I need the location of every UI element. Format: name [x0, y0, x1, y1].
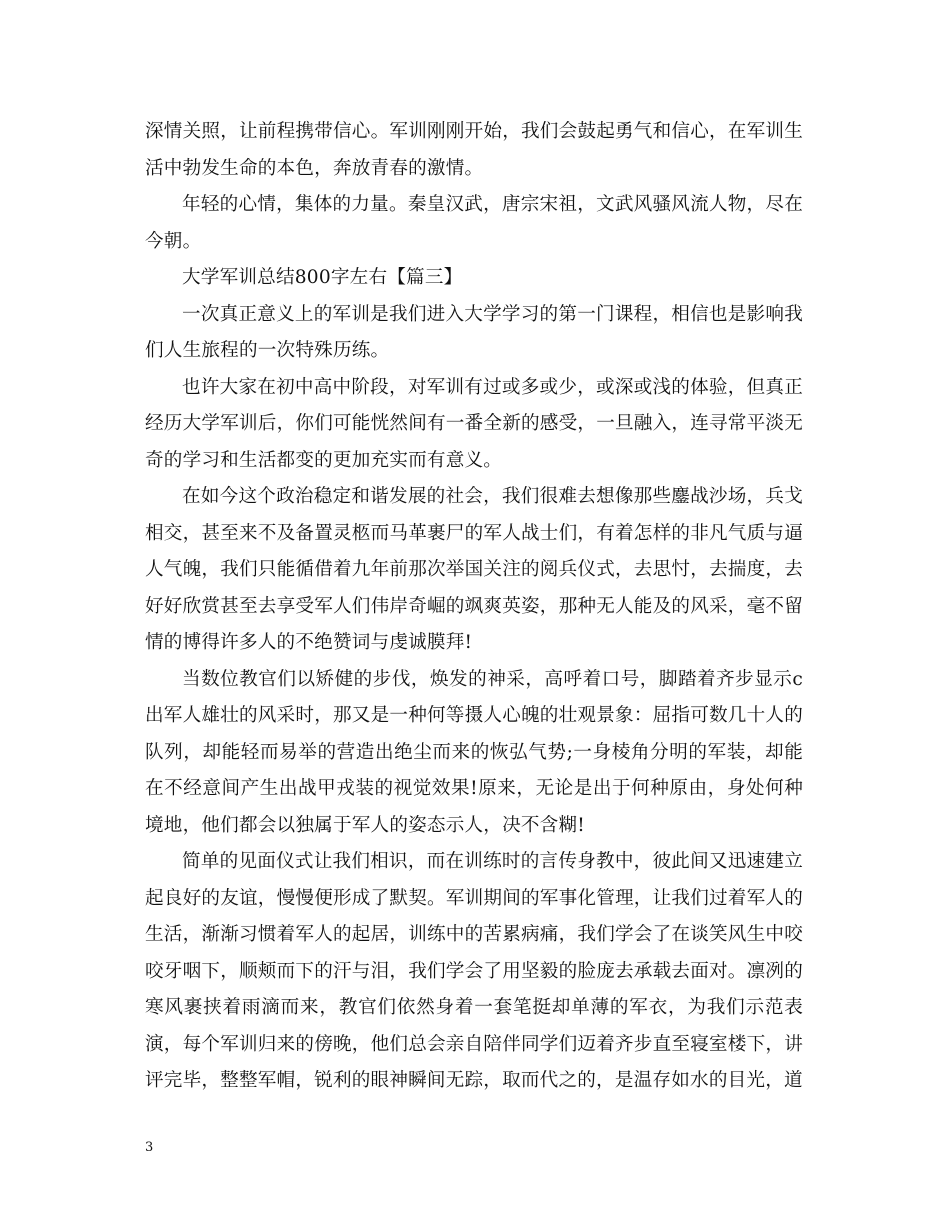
paragraph-1: 深情关照，让前程携带信心。军训刚刚开始，我们会鼓起勇气和信心，在军训生活中勃发生命的本色，奔放青春的激情。 [145, 121, 803, 179]
paragraph-5: 在如今这个政治稳定和谐发展的社会，我们很难去想像那些鏖战沙场，兵戈相交，甚至来不及备置灵柩而马革裹尸的军人战士们，有着怎样的非凡气质与逼人气魄，我们只能循借着九年前那次举国关注的阅兵仪式，去思忖，去揣度，去好好欣赏甚至去享受军人们伟岸奇崛的飒爽英姿，那种无人能及的风采，毫不留情的博得许多人的不绝赞词与虔诚膜拜! [145, 486, 803, 653]
paragraph-7: 简单的见面仪式让我们相识，而在训练时的言传身教中，彼此间又迅速建立起良好的友谊，慢慢便形成了默契。军训期间的军事化管理，让我们过着军人的生活，渐渐习惯着军人的起居，训练中的苦累病痛，我们学会了在谈笑风生中咬咬牙咽下，顺颊而下的汗与泪，我们学会了用坚毅的脸庞去承载去面对。凛冽的寒风裹挟着雨滴而来，教官们依然身着一套笔挺却单薄的军衣，为我们示范表演，每个军训归来的傍晚，他们总会亲自陪伴同学们迈着齐步直至寝室楼下，讲评完毕，整整军帽，锐利的眼神瞬间无踪，取而代之的，是温存如水的目光，道 [145, 851, 803, 1091]
page-number: 3 [145, 1140, 154, 1155]
section-heading: 大学军训总结800字左右【篇三】 [182, 267, 463, 288]
paragraph-6: 当数位教官们以矫健的步伐，焕发的神采，高呼着口号，脚踏着齐步显示c出军人雄壮的风采时，那又是一种何等摄人心魄的壮观景象：屈指可数几十人的队列，却能轻而易举的营造出绝尘而来的恢弘气势;一身棱角分明的军装，却能在不经意间产生出战甲戎装的视觉效果!原来，无论是出于何种原由，身处何种境地，他们都会以独属于军人的姿态示人，决不含糊! [145, 668, 803, 836]
paragraph-4: 也许大家在初中高中阶段，对军训有过或多或少，或深或浅的体验，但真正经历大学军训后，你们可能恍然间有一番全新的感受，一旦融入，连寻常平淡无奇的学习和生活都变的更加充实而有意义。 [145, 376, 803, 471]
paragraph-3: 一次真正意义上的军训是我们进入大学学习的第一门课程，相信也是影响我们人生旅程的一次特殊历练。 [145, 303, 803, 361]
document-body [145, 114, 803, 1100]
paragraph-2: 年轻的心情，集体的力量。秦皇汉武，唐宗宋祖，文武风骚风流人物，尽在今朝。 [145, 194, 803, 252]
